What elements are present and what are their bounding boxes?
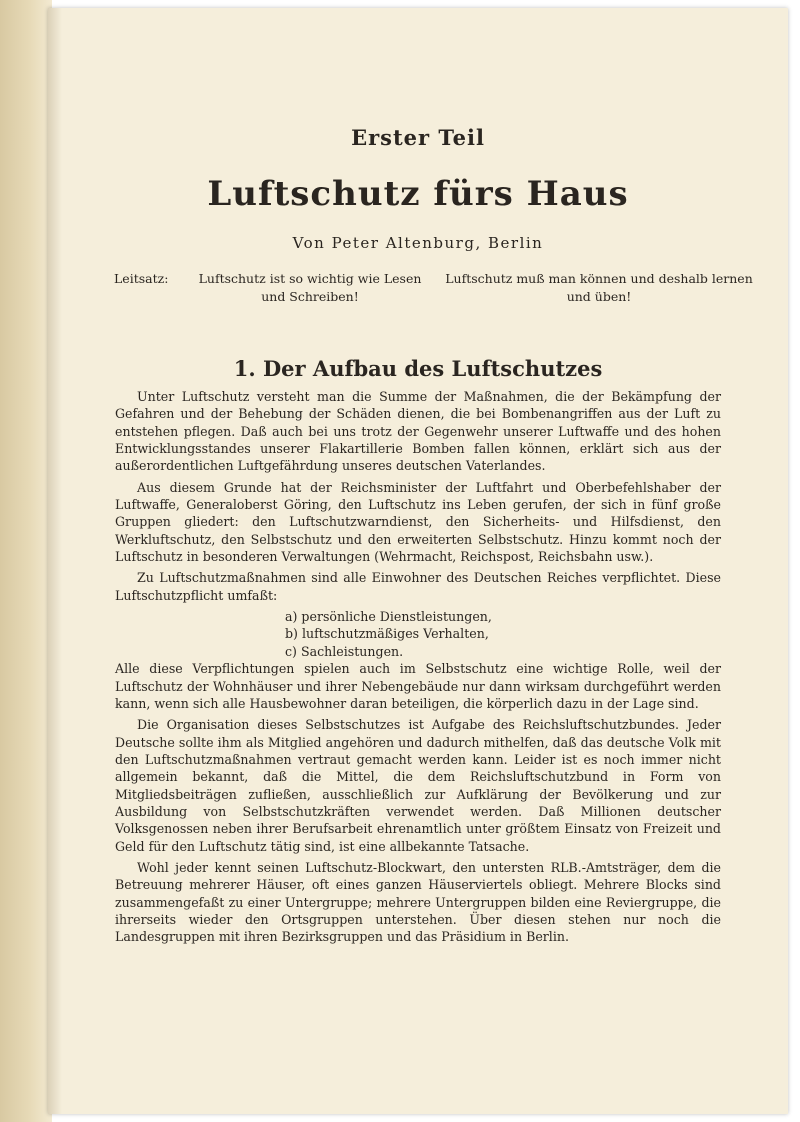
author-line: Von Peter Altenburg, Berlin [292, 234, 544, 252]
motto-block [114, 270, 754, 318]
section-heading: 1. Der Aufbau des Luftschutzes [233, 356, 603, 381]
list-item: a) persönliche Dienstleistungen, [285, 609, 492, 625]
duty-list [285, 608, 721, 660]
list-item: b) luftschutzmäßiges Verhalten, [285, 626, 489, 642]
paragraph-4: Alle diese Verpflichtungen spielen auch im Selbstschutz eine wichtige Rolle, weil der Luftschutz der Wohnhäuser und ihrer Nebengebäude nur dann wirksam durchgeführt werden kann, wenn sich alle Hausbewohner daran beteiligen, die körperlich dazu in der Lage sind. [115, 661, 721, 711]
body-text [115, 388, 721, 950]
motto-sentence-1: Luftschutz ist so wichtig wie Lesen und Schreiben! [198, 271, 422, 304]
book-spine-shadow [0, 0, 52, 1122]
paragraph-3: Zu Luftschutzmaßnahmen sind alle Einwohner des Deutschen Reiches verpflichtet. Diese Luftschutzpflicht umfaßt: [115, 570, 721, 603]
paragraph-5: Die Organisation dieses Selbstschutzes ist Aufgabe des Reichsluftschutzbundes. Jeder Deutsche sollte ihm als Mitglied angehören und dadurch mithelfen, daß das deutsche Volk mit den Luftschutzmaßnahmen vertraut gemacht werden kann. Leider ist es noch immer nicht allgemein bekannt, daß die Mittel, die dem Reichsluftschutzbund in Form von Mitgliedsbeiträgen zufließen, ausschließlich zur Aufklärung der Bevölkerung und zur Ausbildung von Selbstschutzkräften verwendet werden. Daß Millionen deutscher Volksgenossen neben ihrer Berufsarbeit ehrenamtlich unter größtem Einsatz von Freizeit und Geld für den Luftschutz tätig sind, ist eine allbekannte Tatsache. [115, 717, 721, 854]
paragraph-2: Aus diesem Grunde hat der Reichsminister der Luftfahrt und Oberbefehlshaber der Luftwaffe, Generaloberst Göring, den Luftschutz ins Leben gerufen, der sich in fünf große Gruppen gliedert: den Luftschutzwarndienst, den Sicherheits- und Hilfsdienst, den Werkluftschutz, den Selbstschutz und den erweiterten Selbstschutz. Hinzu kommt noch der Luftschutz in besonderen Verwaltungen (Wehrmacht, Reichspost, Reichsbahn usw.). [115, 479, 721, 565]
part-heading: Erster Teil [351, 125, 485, 150]
main-title: Luftschutz fürs Haus [207, 174, 629, 214]
paragraph-6: Wohl jeder kennt seinen Luftschutz-Blockwart, den untersten RLB.-Amtsträger, dem die Betreuung mehrerer Häuser, oft eines ganzen Häuserviertels obliegt. Mehrere Blocks sind zusammengefaßt zu einer Untergruppe; mehrere Untergruppen bilden eine Reviergruppe, die ihrerseits wieder den Ortsgruppen unterstehen. Über diesen stehen nur noch die Landesgruppen mit ihren Bezirksgruppen und das Präsidium in Berlin. [115, 859, 721, 945]
book-page [48, 8, 788, 1114]
paragraph-1: Unter Luftschutz versteht man die Summe der Maßnahmen, die der Bekämpfung der Gefahren und der Behebung der Schäden dienen, die bei Bombenangriffen aus der Luft zu entstehen pflegen. Daß auch bei uns trotz der Gegenwehr unserer Luftwaffe und des hohen Entwicklungsstandes unserer Flakartillerie Bomben fallen können, erklärt sich aus der außerordentlichen Luftgefährdung unseres deutschen Vaterlandes. [115, 389, 721, 474]
list-item: c) Sachleistungen. [285, 643, 404, 659]
motto-label: Leitsatz: [114, 271, 169, 286]
motto-sentence-2: Luftschutz muß man können und deshalb lernen und üben! [445, 271, 753, 304]
